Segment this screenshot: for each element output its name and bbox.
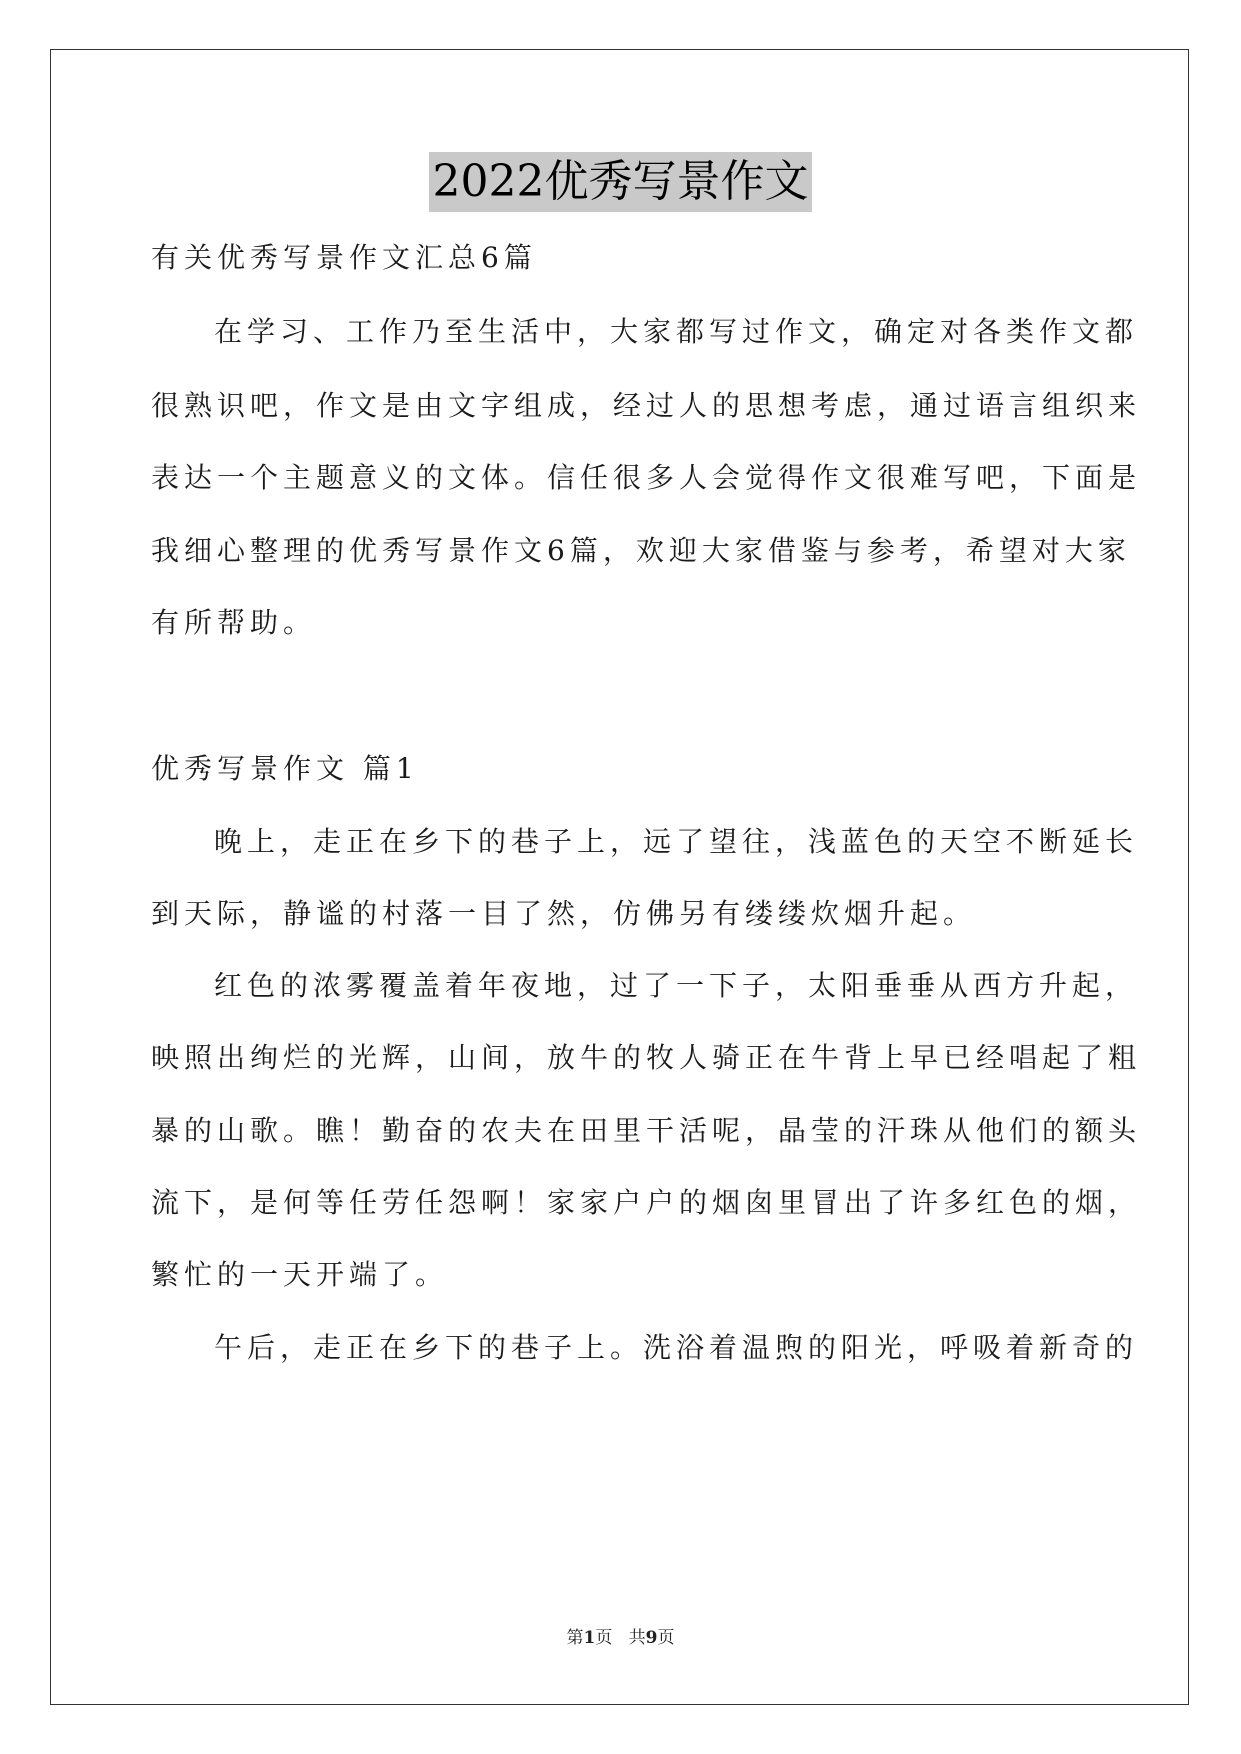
intro-line: 在学习、工作乃至生活中，大家都写过作文，确定对各类作文都 [214,315,1139,348]
footer-page-number: 1 [583,1628,596,1648]
paragraph-line: 流下，是何等任劳任怨啊！家家户户的烟囱里冒出了许多红色的烟， [151,1186,1142,1219]
paragraph-line: 暴的山歌。瞧！勤奋的农夫在田里干活呢，晶莹的汗珠从他们的额头 [151,1114,1142,1147]
title-container [0,152,1241,212]
intro-line: 我细心整理的优秀写景作文6篇，欢迎大家借鉴与参考，希望对大家 [151,534,1131,567]
document-subtitle: 有关优秀写景作文汇总6篇 [151,241,537,274]
paragraph-line: 红色的浓雾覆盖着年夜地，过了一下子，太阳垂垂从西方升起， [214,969,1139,1002]
footer-suffix: 页 [657,1628,675,1648]
intro-line: 很熟识吧，作文是由文字组成，经过人的思想考虑，通过语言组织来 [151,389,1142,422]
document-title: 2022优秀写景作文 [429,152,813,212]
paragraph-line: 午后，走正在乡下的巷子上。洗浴着温煦的阳光，呼吸着新奇的 [214,1331,1139,1364]
paragraph-line: 到天际，静谧的村落一目了然，仿佛另有缕缕炊烟升起。 [151,897,977,930]
paragraph-line: 晚上，走正在乡下的巷子上，远了望往，浅蓝色的天空不断延长 [214,825,1139,858]
paragraph-line: 繁忙的一天开端了。 [151,1258,449,1291]
paragraph-line: 映照出绚烂的光辉，山间，放牛的牧人骑正在牛背上早已经唱起了粗 [151,1041,1142,1074]
page-border [50,49,1189,1705]
intro-line: 有所帮助。 [151,606,317,639]
footer-total-pages: 9 [645,1628,658,1648]
page-footer [0,1626,1241,1650]
footer-prefix: 第 [566,1628,584,1648]
section-heading: 优秀写景作文 篇1 [151,752,419,785]
intro-line: 表达一个主题意义的文体。信任很多人会觉得作文很难写吧，下面是 [151,461,1142,494]
footer-mid: 页 共 [595,1628,646,1648]
